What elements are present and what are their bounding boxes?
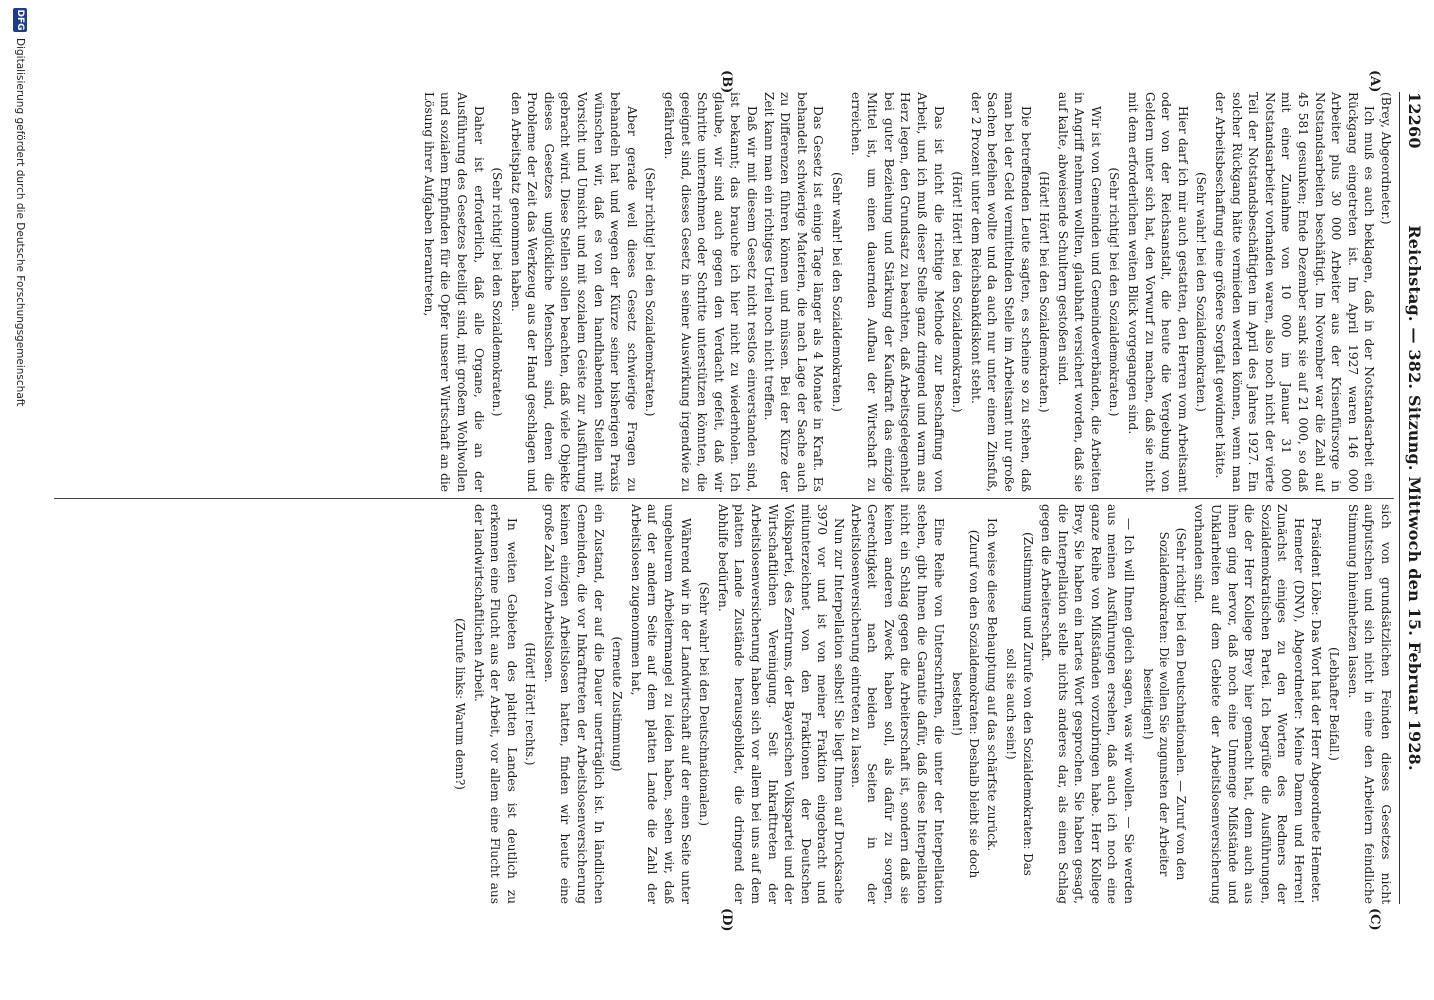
paragraph: sich von grundsätzlichen Feinden dieses Gesetzes nicht aufputschen und sich nicht in eine den Arbeitern feindliche Stimmung hineinhetzen lassen. (1345, 504, 1393, 904)
interjection: (Hört! Hört! bei den Sozialdemokraten.) (1037, 171, 1052, 413)
page-header (1402, 92, 1424, 904)
paragraph: Ich muß es auch beklagen, daß in der Notstandsarbeit ein Rückgang eingetreten ist. Im April 1927 waren 146 000 Arbeiter plus 30 000 Arbeiter aus der Krisenfürsorge in Notstandsarbeiten beschäftigt. Im November war die Zahl auf 45 581 gesunken; Ende Dezember sank sie auf 21 000, so daß mit einer Zunahme von 10 000 im Januar 31 000 Notstandsarbeiter vorhanden waren, also noch nicht der vierte Teil der Notstandsbeschäftigten im April des Jahres 1927. Ein solcher Rückgang hätte vermieden werden können, wenn man der Arbeitsbeschaffung eine größere Sorgfalt gewidmet hätte. (1213, 92, 1377, 492)
paragraph: Daß wir mit diesem Gesetz nicht restlos einverstanden sind, ist bekannt; das brauche ich hier nicht zu wiederholen. Ich glaube, wir sind auch gegen den Verdacht gefeit, daß wir Schritte unternehmen oder Schritte unterstützen könnten, die geeignet sind, dieses Gesetz in seiner Auswirkung irgendwie zu gefährden. (662, 92, 760, 492)
page-title: Reichstag. — 382. Sitzung. Mittwoch den 15. Februar 1928. (1405, 225, 1424, 771)
paragraph: Das Gesetz ist einige Tage länger als 4 Monate in Kraft. Es behandelt schwierige Materien, die nach Lage der Sache auch zu Differenzen führen können und müssen. Bei der Kürze der Zeit kann man ein richtiges Urteil noch nicht treffen. (761, 92, 826, 492)
interjection: (Zustimmung und Zurufe von den Sozialdemokraten: Das soll sie auch sein!) (1003, 532, 1035, 876)
speaker-statement: Hemeter (DNV), Abgeordneter: Meine Damen und Herren! Zunächst einiges zu den Worten des Redners der Sozialdemokratischen Partei. Ich begrüße die Ausführungen, die der Herr Kollege Brey hier gemacht hat, denn auch aus ihnen ging hervor, daß noch eine Unmenge Mißstände und Unklarheiten auf dem Gebiete der Arbeitslosenversicherung vorhanden sind. (1192, 504, 1307, 904)
paragraph: Nun zur Interpellation selbst! Sie liegt Ihnen auf Drucksache 3970 vor und ist von meiner Fraktion eingebracht und mitunterzeichnet von den Fraktionen der Deutschen Volkspartei, des Zentrums, der Bayerischen Volkspartei und der Wirtschaftlichen Vereinigung. Seit Inkrafttreten der Arbeitslosenversicherung haben sich vor allem bei uns auf dem platten Lande Zustände herausgebildet, die dringend der Abhilfe bedürfen. (715, 504, 846, 904)
column-divider (54, 498, 1394, 499)
interjection: (Zuruf von den Sozialdemokraten: Deshalb bleibt sie doch bestehen!) (950, 529, 981, 879)
margin-marker-d: (D) (719, 908, 734, 932)
left-column (54, 92, 1394, 492)
interjection: (Sehr richtig! bei den Sozialdemokraten.) (643, 167, 658, 417)
interjection: (Sehr wahr! bei den Sozialdemokraten.) (830, 172, 844, 412)
digitization-footer (6, 0, 30, 1000)
paragraph: Während wir in der Landwirtschaft auf der einen Seite unter ungeheurem Arbeitermangel zu leiden haben, sehen wir, daß auf der andern Seite auf dem platten Lande die Zahl der Arbeitslosen zugenommen hat, (628, 504, 693, 904)
paragraph: Das ist nicht die richtige Methode zur Beschaffung von Arbeit, und ich muß dieser Stelle ganz dringend und warm ans Herz legen, den Grundsatz zu beachten, daß Arbeitsgelegenheit bei guter Beziehung und Stärkung der Kaufkraft das einzige Mittel ist, um einen dauernden Aufbau der Wirtschaft zu erreichen. (848, 92, 946, 492)
paragraph: Aber gerade weil dieses Gesetz schwierige Fragen zu behandeln hat und wegen der Kürze seiner bisherigen Praxis wünschen wir, daß es von den handhabenden Stellen mit Vorsicht und Umsicht und mit sozialem Geiste zur Ausführung gebracht wird. Diese Stellen sollen beachten, daß viele Objekte dieses Gesetzes unglückliche Menschen sind, denen die Probleme der Zeit das Werkzeug aus der Hand geschlagen und den Arbeitsplatz genommen haben. (508, 92, 639, 492)
president-statement: Präsident Löbe: Das Wort hat der Herr Abgeordnete Hemeter. (1308, 518, 1323, 903)
paragraph: Daher ist erforderlich, daß alle Organe, die an der Ausführung des Gesetzes beteiligt sind, mit großem Wohlwollen und sozialem Empfinden für die Opfer unserer Wirtschaft an die Lösung ihrer Aufgaben herantreten, (421, 92, 486, 492)
interjection: (Sehr wahr! bei den Deutschnationalen.) (697, 581, 712, 827)
dfg-logo: DFG (15, 9, 25, 31)
interjection: (Hört! Hört! rechts.) (523, 642, 538, 766)
header-rule (1399, 92, 1400, 904)
interjection: (Sehr richtig! bei den Sozialdemokraten.) (1107, 167, 1122, 417)
paragraph: — Ich will Ihnen gleich sagen, was wir wollen. — Sie werden aus meinen Ausführungen ersehen, daß auch ich noch eine ganze Reihe von Mißständen vorzubringen habe. Herr Kollege Brey, Sie haben ein hartes Wort gesprochen. Sie haben gesagt, die Interpellation stelle nichts anderes dar, als einen Schlag gegen die Arbeiterschaft. (1039, 504, 1137, 904)
paragraph: Wir ist von Gemeinden und Gemeindeverbänden, die Arbeiten in Angriff nehmen wollten, glaubhaft versichert worden, daß sie auf kalte, abweisende Schultern gestoßen sind. (1055, 92, 1103, 492)
right-column (54, 504, 1394, 904)
interjection: (Zurufe links: Warum denn?) (452, 618, 467, 790)
paragraph: Ich weise diese Behauptung auf das schärfste zurück. (985, 518, 1000, 852)
interjection: (Sehr richtig! bei den Deutschnationalen. — Zuruf von den Sozialdemokraten: Die wollen Sie zugunsten der Arbeiter beseitigen!) (1140, 527, 1188, 881)
interjection: (Lebhafter Beifall.) (1327, 647, 1342, 761)
paragraph: Die betreffenden Leute sagten, es scheine so zu stehen, daß man bei der Geld vermittelnden Stelle im Arbeitsamt nur große Sachen befeihen wollte und da auch nur unter einem Zinsfuß, der 2 Prozent unter dem Reichsbankdiskont steht. (968, 92, 1033, 492)
margin-marker-a: (A) (1367, 70, 1382, 93)
interjection: (erneute Zustimmung) (610, 636, 625, 772)
paragraph: In weiten Gebieten des platten Landes ist deutlich zu erkennen eine Flucht aus der Arbeit, vor allem eine Flucht aus der landwirtschaftlichen Arbeit. (471, 504, 519, 904)
interjection: (Sehr wahr! bei den Sozialdemokraten.) (1194, 172, 1209, 412)
page-number: 12260 (1405, 92, 1424, 149)
margin-marker-c: (C) (1367, 908, 1382, 931)
interjection: (Sehr richtig! bei den Sozialdemokraten.) (490, 167, 505, 417)
interjection: (Hört! Hört! bei den Sozialdemokraten.) (950, 171, 965, 413)
funding-note: Digitalisierung gefördert durch die Deutsche Forschungsgemeinschaft (14, 38, 26, 407)
paragraph: ein Zustand, der auf die Dauer unerträglich ist. In ländlichen Gemeinden, die vor Inkrafttreten der Arbeitslosenversicherung keinen einzigen Arbeitslosen hatten, finden wir heute eine große Zahl von Arbeitslosen. (541, 504, 606, 904)
margin-marker-b: (B) (719, 70, 734, 94)
paragraph: Hier darf ich mir auch gestatten, den Herren vom Arbeitsamt oder von der Reichsanstalt, die heute die Vergebung von Geldern unter sich hat, den Vorwurf zu machen, daß sie nicht mit dem erforderlichen weiten Blick vorgegangen sind. (1126, 92, 1190, 492)
speaker-line: (Brey, Abgeordneter.) (1379, 92, 1393, 225)
paragraph: Eine Reihe von Unterschriften, die unter der Interpellation stehen, gibt Ihnen die Garantie dafür, daß diese Interpellation nicht ein Schlag gegen die Arbeiterschaft ist, sondern daß sie keinen anderen Zweck haben soll, als dafür zu sorgen, Gerechtigkeit nach beiden Seiten in der Arbeitslosenversicherung eintreten zu lassen. (848, 504, 946, 904)
